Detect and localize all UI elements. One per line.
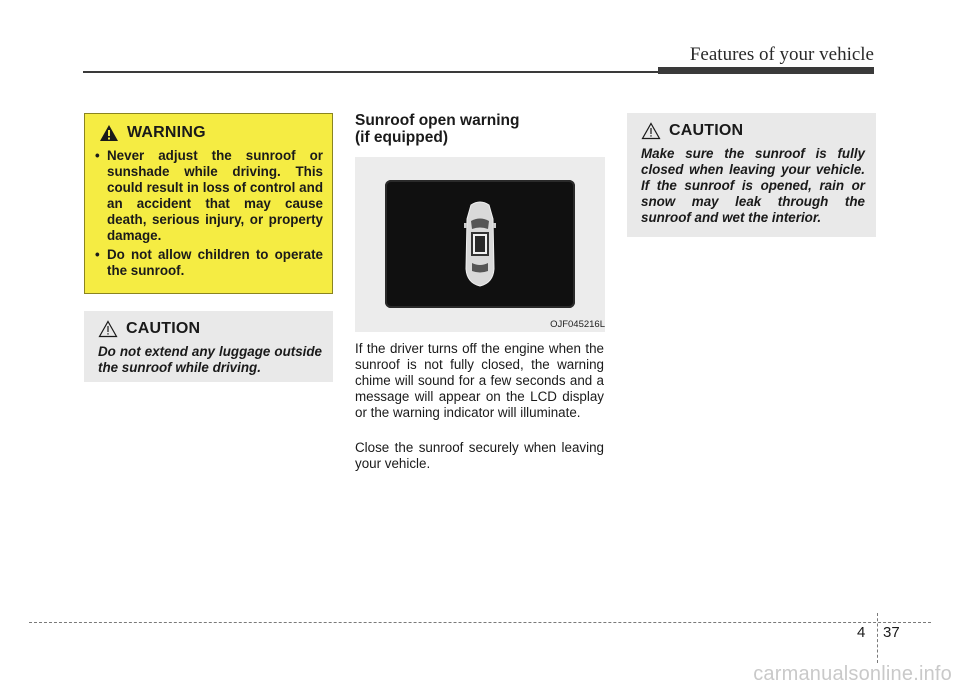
footer-rule [29,622,931,623]
warning-item-text: Do not allow children to operate the sunroof. [107,247,323,278]
bullet: • [95,148,100,163]
chapter-number: 4 [857,624,866,641]
section-title-line2: (if equipped) [355,129,448,146]
warning-item-text: Never adjust the sunroof or sunshade while driving. This could result in loss of control and an accident that may cause death, serious injury, or property damage. [107,148,323,243]
sunroof-warning-figure [355,157,605,332]
warning-box [84,113,333,294]
caution-heading-row [641,120,867,142]
header-title: Features of your vehicle [689,44,874,65]
warning-heading-row [99,122,323,144]
caution-heading-row [98,318,324,340]
body-paragraph: Close the sunroof securely when leaving your vehicle. [355,440,604,471]
warning-item [95,247,323,279]
footer-divider [877,613,878,663]
caution-triangle-icon [98,320,118,338]
section-title [355,112,605,146]
section-title-line1: Sunroof open warning [355,112,520,129]
caution-triangle-icon [641,122,661,140]
figure-code: OJF045216L [550,319,605,330]
header-rule-accent [658,67,874,74]
warning-triangle-icon [99,124,119,142]
warning-heading: WARNING [127,124,206,141]
warning-list [95,148,323,279]
bullet: • [95,247,100,262]
caution-box-right [627,113,876,237]
caution-heading: CAUTION [669,122,744,139]
page-number: 37 [883,624,900,641]
caution-heading: CAUTION [126,320,201,337]
caution-text: Make sure the sunroof is fully closed when leaving your vehicle. If the sunroof is opened, rain or snow may leak through the sunroof and wet the interior. [641,146,865,225]
caution-box-left [84,311,333,382]
lcd-display [385,180,575,308]
body-paragraph: If the driver turns off the engine when the sunroof is not fully closed, the warning chime will sound for a few seconds and a message will appear on the LCD display or the warning indicator will illuminate. [355,341,604,420]
watermark: carmanualsonline.info [753,663,952,685]
warning-item [95,148,323,244]
car-top-view-icon [463,199,497,289]
caution-text: Do not extend any luggage outside the sunroof while driving. [98,344,322,375]
